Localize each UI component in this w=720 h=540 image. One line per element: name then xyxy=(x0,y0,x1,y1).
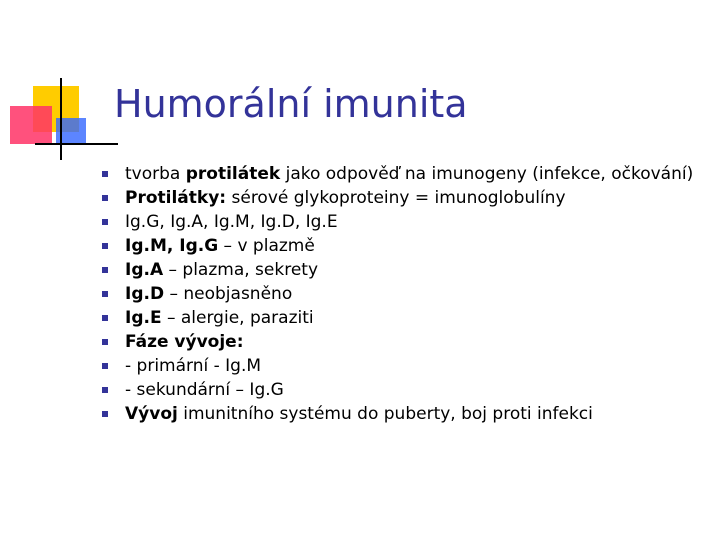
bullet-text-bold: Ig.E xyxy=(125,308,162,328)
bullet-item xyxy=(102,260,702,280)
bullet-item xyxy=(102,284,702,304)
square-bullet-icon xyxy=(102,267,108,273)
bullet-text: – alergie, paraziti xyxy=(161,308,314,328)
bullet-text: – neobjasněno xyxy=(164,284,293,304)
decorative-squares-graphic xyxy=(0,0,120,170)
bullet-text: sérové glykoproteiny = imunoglobulíny xyxy=(226,188,566,208)
square-bullet-icon xyxy=(102,171,108,177)
square-bullet-icon xyxy=(102,363,108,369)
slide-title: Humorální imunita xyxy=(114,82,468,126)
bullet-text-bold: Fáze vývoje: xyxy=(125,332,244,352)
square-bullet-icon xyxy=(102,387,108,393)
bullet-text: - primární - Ig.M xyxy=(125,356,262,376)
bullet-item xyxy=(102,404,702,424)
bullet-item xyxy=(102,356,702,376)
bullet-item xyxy=(102,332,702,352)
bullet-text-bold: Ig.M, Ig.G xyxy=(125,236,219,256)
bullet-text: Ig.G, Ig.A, Ig.M, Ig.D, Ig.E xyxy=(125,212,338,232)
bullet-item xyxy=(102,212,702,232)
bullet-text-bold: protilátek xyxy=(185,164,281,184)
bullet-text-bold: Ig.A xyxy=(125,260,164,280)
bullet-item xyxy=(102,236,702,256)
square-bullet-icon xyxy=(102,243,108,249)
square-bullet-icon xyxy=(102,411,108,417)
square-bullet-icon xyxy=(102,219,108,225)
bullet-item xyxy=(102,164,702,184)
square-bullet-icon xyxy=(102,315,108,321)
bullet-item xyxy=(102,188,702,208)
bullet-text-bold: Protilátky: xyxy=(125,188,227,208)
bullet-item xyxy=(102,380,702,400)
bullet-item xyxy=(102,308,702,328)
bullet-text-bold: Vývoj xyxy=(125,404,178,424)
bullet-text: imunitního systému do puberty, boj proti infekci xyxy=(177,404,593,424)
square-bullet-icon xyxy=(102,339,108,345)
bullet-text-bold: Ig.D xyxy=(125,284,165,304)
bullet-list xyxy=(102,164,702,428)
bullet-text: tvorba xyxy=(125,164,186,184)
bullet-text: jako odpověď na imunogeny (infekce, očkování) xyxy=(280,164,694,184)
bullet-text: – plazma, sekrety xyxy=(163,260,319,280)
square-bullet-icon xyxy=(102,291,108,297)
pink-square xyxy=(10,106,52,144)
square-bullet-icon xyxy=(102,195,108,201)
bullet-text: – v plazmě xyxy=(218,236,315,256)
bullet-text: - sekundární – Ig.G xyxy=(125,380,284,400)
